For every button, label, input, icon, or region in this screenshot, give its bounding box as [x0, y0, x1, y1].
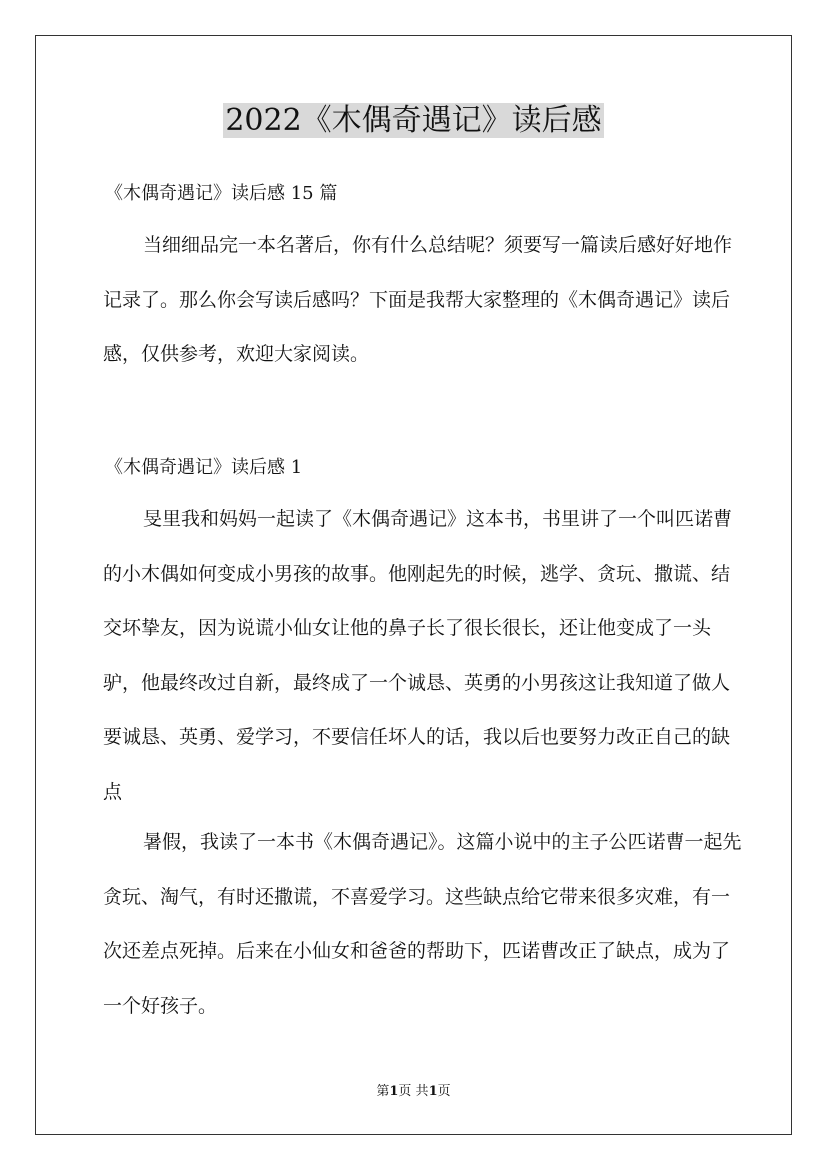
footer-mid: 页 共	[398, 1084, 429, 1099]
body-paragraph-2: 暑假，我读了一本书《木偶奇遇记》。这篇小说中的主子公匹诺曹一起先贪玩、淘气，有时还撒谎，不喜爱学习。这些缺点给它带来很多灾难，有一次还差点死掉。后来在小仙女和爸爸的帮助下，匹诺曹改正了缺点，成为了一个好孩子。	[103, 831, 742, 1017]
section-heading: 《木偶奇遇记》读后感 1	[105, 457, 303, 478]
document-subtitle: 《木偶奇遇记》读后感 15 篇	[105, 183, 338, 204]
footer-page-current: 1	[389, 1084, 399, 1099]
intro-paragraph: 当细细品完一本名著后，你有什么总结呢？须要写一篇读后感好好地作记录了。那么你会写读后感吗？下面是我帮大家整理的《木偶奇遇记》读后感，仅供参考，欢迎大家阅读。	[103, 234, 733, 365]
footer-page-total: 1	[428, 1084, 438, 1099]
document-title-text: 2022《木偶奇遇记》读后感	[225, 103, 602, 138]
footer-prefix: 第	[376, 1084, 390, 1099]
footer-suffix: 页	[437, 1084, 451, 1099]
body-paragraph-1: 旻里我和妈妈一起读了《木偶奇遇记》这本书，书里讲了一个叫匹诺曹的小木偶如何变成小男孩的故事。他刚起先的时候，逃学、贪玩、撒谎、结交坏挚友，因为说谎小仙女让他的鼻子长了很长很长，还让他变成了一头驴，他最终改过自新，最终成了一个诚恳、英勇的小男孩这让我知道了做人要诚恳、英勇、爱学习，不要信任坏人的话，我以后也要努力改正自己的缺点	[103, 508, 733, 803]
page-footer	[0, 1082, 827, 1102]
document-title	[0, 96, 827, 146]
